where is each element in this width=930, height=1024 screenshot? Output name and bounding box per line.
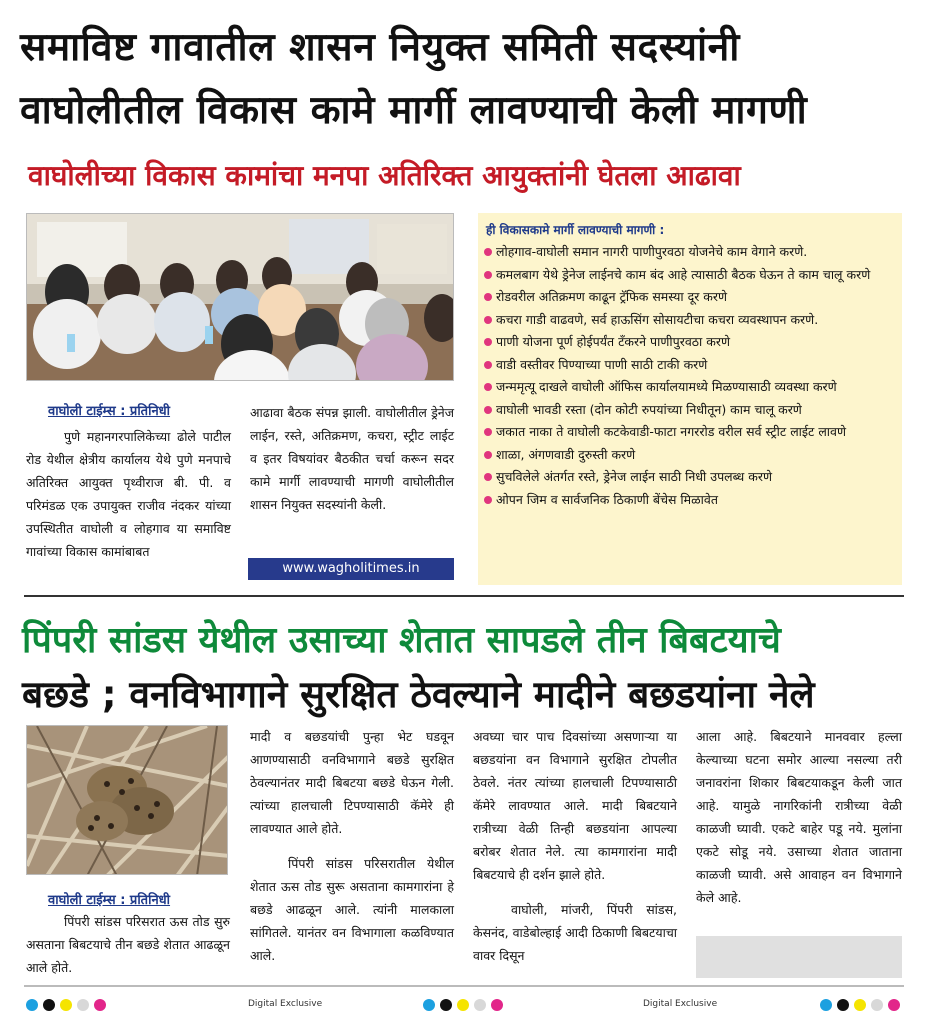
demand-item	[484, 286, 898, 309]
registration-marks-center	[423, 996, 508, 1015]
demand-item-text: जन्ममृत्यू दाखले वाघोली ऑफिस कार्यालयामध्ये मिळण्यासाठी व्यवस्था करणे	[496, 379, 837, 394]
demand-item	[484, 466, 898, 489]
demand-item	[484, 309, 898, 332]
black-dot-icon	[43, 999, 55, 1011]
bullet-dot-icon	[484, 406, 492, 414]
bullet-dot-icon	[484, 338, 492, 346]
website-url-banner[interactable]: www.wagholitimes.in	[248, 558, 454, 580]
demand-item	[484, 354, 898, 377]
black-dot-icon	[837, 999, 849, 1011]
demand-item-text: ओपन जिम व सार्वजनिक ठिकाणी बेंचेस मिळावेत	[496, 491, 718, 507]
demand-item-text: कमलबाग येथे ड्रेनेज लाईनचे काम बंद आहे त्यासाठी बैठक घेऊन ते काम चालू करणे	[496, 266, 871, 282]
cyan-dot-icon	[26, 999, 38, 1011]
demands-box	[478, 213, 902, 585]
subheadline: वाघोलीच्या विकास कामांचा मनपा अतिरिक्त आयुक्तांनी घेतला आढावा	[28, 159, 741, 192]
demand-item	[484, 399, 898, 422]
story2-headline-line-1: पिंपरी सांडस येथील उसाच्या शेतात सापडले तीन बिबटयाचे	[22, 620, 781, 661]
bullet-dot-icon	[484, 383, 492, 391]
headline-line-2: वाघोलीतील विकास कामे मार्गी लावण्याची केली मागणी	[20, 88, 808, 133]
leopard-cubs-photo	[26, 725, 228, 875]
demand-item-text: शाळा, अंगणवाडी दुरुस्ती करणे	[496, 446, 636, 462]
grey-dot-icon	[474, 999, 486, 1011]
demand-item-text: कचरा गाडी वाढवणे, सर्व हाऊसिंग सोसायटीचा कचरा व्यवस्थापन करणे.	[496, 311, 819, 327]
registration-marks-right	[820, 996, 905, 1015]
grey-placeholder-box	[696, 936, 902, 978]
demand-item	[484, 421, 898, 444]
demand-item-text: वाडी वस्तीवर पिण्याच्या पाणी साठी टाकी करणे	[496, 356, 708, 372]
yellow-dot-icon	[457, 999, 469, 1011]
demand-item	[484, 331, 898, 354]
demand-item-text: जकात नाका ते वाघोली कटकेवाडी-फाटा नगररोड वरील सर्व स्ट्रीट लाईट लावणे	[496, 424, 847, 439]
demand-item	[484, 444, 898, 467]
bullet-dot-icon	[484, 248, 492, 256]
story2-paragraph-5: वाघोली, मांजरी, पिंपरी सांडस, केसनंद, वाडेबोल्हाई आदी ठिकाणी बिबटयाचा वावर दिसून	[473, 902, 677, 963]
story2-paragraph-4: अवघ्या चार पाच दिवसांच्या असणाऱ्या या बछडयांना वन विभागाने सुरक्षित टोपलीत ठेवले. नंतर त्यांच्या हालचाली टिपण्यासाठी कॅमेरे लावण्यात आले. मादी बिबटयाने रात्रीच्या वेळी तिन्ही बछडयांना आपल्या बरोबर शेतात नेले. त्या कामगारांना मादी बिबटयाचे ही दर्शन झाले होते.	[473, 729, 677, 882]
magenta-dot-icon	[491, 999, 503, 1011]
yellow-dot-icon	[854, 999, 866, 1011]
headline-line-1: समाविष्ट गावातील शासन नियुक्त समिती सदस्यांनी	[20, 25, 740, 70]
story2-byline: वाघोली टाईम्स : प्रतिनिधी	[48, 893, 171, 908]
story1-byline: वाघोली टाईम्स : प्रतिनिधी	[48, 404, 171, 419]
story2-column-4	[696, 725, 902, 909]
story2-column-1	[26, 910, 230, 979]
footer-rule	[24, 985, 904, 987]
registration-marks-left	[26, 996, 111, 1015]
bullet-dot-icon	[484, 361, 492, 369]
story1-paragraph-2: आढावा बैठक संपन्न झाली. वाघोलीतील ड्रेनेज लाईन, रस्ते, अतिक्रमण, कचरा, स्ट्रीट लाईट व इतर विषयांवर बैठकीत चर्चा करून सदर कामे मार्गी लावण्याची मागणी वाघोलीतील शासन नियुक्त सदस्यांनी केली.	[250, 405, 454, 512]
demand-item-text: सुचविलेले अंतर्गत रस्ते, ड्रेनेज लाईन साठी निधी उपलब्ध करणे	[496, 469, 772, 484]
grey-dot-icon	[77, 999, 89, 1011]
bullet-dot-icon	[484, 316, 492, 324]
meeting-photo	[26, 213, 454, 381]
demand-item-text: पाणी योजना पूर्ण होईपर्यंत टँकरने पाणीपुरवठा करणे	[496, 334, 730, 349]
story1-column-1	[26, 425, 231, 563]
bullet-dot-icon	[484, 271, 492, 279]
story2-paragraph-6: आला आहे. बिबटयाने मानववार हल्ला केल्याच्या घटना समोर आल्या नसल्या तरी जनावरांना शिकार बिबटयाकडून केली जात आहे. यामुळे नागरिकांनी रात्रीच्या वेळी काळजी घ्यावी. एकटे बाहेर पडू नये. मुलांना एकटे सोडू नये. उसाच्या शेतात जाताना काळजी घ्यावी. असे आवाहन वन विभागाने केले आहे.	[696, 729, 902, 905]
demand-item-text: लोहगाव-वाघोली समान नागरी पाणीपुरवठा योजनेचे काम वेगाने करणे.	[496, 244, 808, 259]
demand-item	[484, 489, 898, 512]
demand-item	[484, 376, 898, 399]
story2-paragraph-2: मादी व बछडयांची पुन्हा भेट घडवून आणण्यासाठी वनविभागाने बछडे सुरक्षित ठेवल्यानंतर मादी बिबटया बछडे घेऊन गेली. त्यांच्या हालचाली टिपण्यासाठी कॅमेरे ही लावण्यात आले होते.	[250, 729, 454, 836]
bullet-dot-icon	[484, 293, 492, 301]
demand-item-text: वाघोली भावडी रस्ता (दोन कोटी रुपयांच्या निधीतून) काम चालू करणे	[496, 401, 802, 417]
story2-column-3	[473, 725, 677, 967]
story2-paragraph-1: पिंपरी सांडस परिसरात ऊस तोड सुरु असताना बिबटयाचे तीन बछडे शेतात आढळून आले होते.	[26, 914, 230, 975]
story2-headline-line-2: बछडे ; वनविभागाने सुरक्षित ठेवल्याने मादीने बछडयांना नेले	[22, 673, 815, 716]
grey-dot-icon	[871, 999, 883, 1011]
digital-exclusive-label-left: Digital Exclusive	[248, 999, 323, 1009]
digital-exclusive-label-right: Digital Exclusive	[643, 999, 718, 1009]
story2-column-2	[250, 725, 454, 967]
demands-list	[484, 241, 898, 511]
magenta-dot-icon	[888, 999, 900, 1011]
bullet-dot-icon	[484, 428, 492, 436]
story2-paragraph-3: पिंपरी सांडस परिसरातील येथील शेतात ऊस तोड सुरू असताना कामगारांना हे बछडे आढळून आले. त्यांनी मालकाला सांगितले. यानंतर वन विभागाला कळविण्यात आले.	[250, 856, 454, 963]
cyan-dot-icon	[423, 999, 435, 1011]
story1-column-2	[250, 401, 454, 516]
yellow-dot-icon	[60, 999, 72, 1011]
magenta-dot-icon	[94, 999, 106, 1011]
demand-item	[484, 264, 898, 287]
demands-title: ही विकासकामे मार्गी लावण्याची मागणी :	[486, 223, 665, 237]
demand-item-text: रोडवरील अतिक्रमण काढून ट्रॅफिक समस्या दूर करणे	[496, 289, 728, 304]
story1-paragraph-1: पुणे महानगरपालिकेच्या ढोले पाटील रोड येथील क्षेत्रीय कार्यालय येथे पुणे मनपाचे अतिरिक्त आयुक्त पृथ्वीराज बी. पी. व परिमंडळ एक उपायुक्त राजीव नंदकर यांच्या उपस्थितीत वाघोली व लोहगाव या समाविष्ट गावांच्या विकास कामांबाबत	[26, 429, 231, 559]
black-dot-icon	[440, 999, 452, 1011]
bullet-dot-icon	[484, 451, 492, 459]
section-divider	[24, 595, 904, 597]
bullet-dot-icon	[484, 473, 492, 481]
cyan-dot-icon	[820, 999, 832, 1011]
demand-item	[484, 241, 898, 264]
bullet-dot-icon	[484, 496, 492, 504]
